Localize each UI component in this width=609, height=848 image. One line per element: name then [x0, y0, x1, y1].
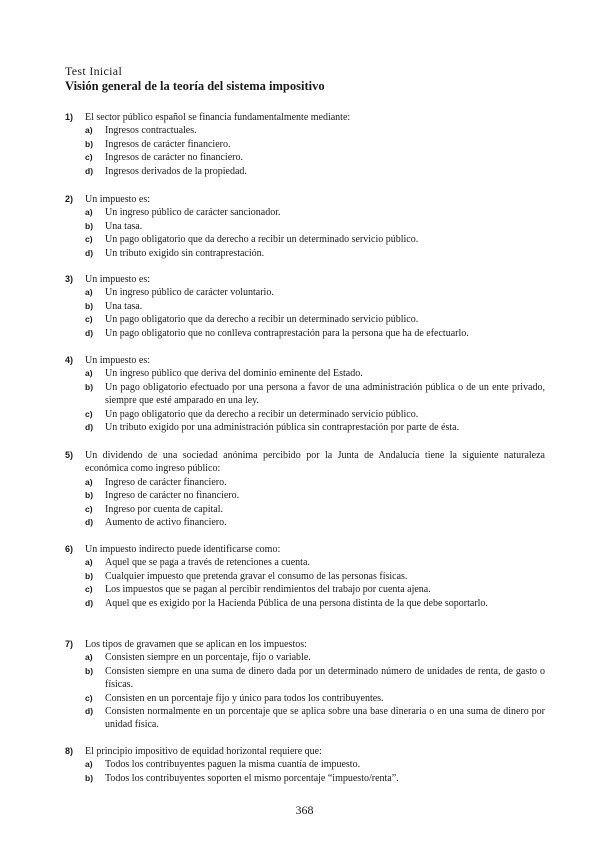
option-letter: a) — [85, 207, 93, 218]
option-letter: c) — [85, 234, 93, 245]
answer-option — [85, 692, 545, 705]
page-title: Visión general de la teoría del sistema impositivo — [65, 79, 325, 93]
option-text: Un pago obligatorio que no conlleva contraprestación para la persona que ha de efectuarlo. — [105, 327, 469, 339]
option-text: Ingresos contractuales. — [105, 125, 197, 137]
answer-option — [85, 583, 545, 596]
option-letter: d) — [85, 706, 94, 717]
option-text: Consisten siempre en una suma de dinero dada por un determinado número de unidades de renta, de gasto o físicas. — [105, 665, 545, 691]
option-letter: a) — [85, 368, 93, 379]
answer-option — [85, 476, 545, 489]
option-letter: c) — [85, 503, 93, 514]
question-number: 4) — [65, 355, 74, 365]
answer-option — [85, 124, 545, 137]
option-letter: d) — [85, 327, 94, 338]
option-text: Aumento de activo financiero. — [105, 517, 227, 529]
option-text: Una tasa. — [105, 220, 143, 232]
answer-option — [85, 300, 545, 313]
option-letter: b) — [85, 490, 94, 501]
option-text: Ingreso de carácter no financiero. — [105, 490, 240, 502]
option-letter: b) — [85, 220, 94, 231]
question-6 — [65, 543, 545, 610]
option-letter: a) — [85, 759, 93, 770]
question-text: El sector público español se financia fundamentalmente mediante: — [85, 112, 351, 123]
answer-option — [85, 516, 545, 529]
option-text: Los impuestos que se pagan al percibir rendimientos del trabajo por cuenta ajena. — [105, 584, 431, 596]
option-letter: c) — [85, 152, 93, 163]
question-text: El principio impositivo de equidad horizontal requiere que: — [85, 746, 322, 757]
question-number: 8) — [65, 746, 74, 756]
option-letter: a) — [85, 287, 93, 298]
option-text: Aquel que se paga a través de retenciones a cuenta. — [105, 557, 310, 569]
option-text: Cualquier impuesto que pretenda gravar el consumo de las personas físicas. — [105, 570, 408, 582]
answer-option — [85, 233, 545, 246]
option-text: Ingresos de carácter financiero. — [105, 138, 231, 150]
option-letter: b) — [85, 381, 94, 392]
answer-option — [85, 381, 545, 408]
answer-option — [85, 165, 545, 178]
option-letter: d) — [85, 422, 94, 433]
answer-option — [85, 556, 545, 569]
question-number: 7) — [65, 639, 74, 649]
option-letter: a) — [85, 125, 93, 136]
option-letter: c) — [85, 584, 93, 595]
answer-option — [85, 597, 545, 610]
answer-option — [85, 151, 545, 164]
answer-option — [85, 408, 545, 421]
option-text: Un pago obligatorio efectuado por una persona a favor de una administración pública o de un ente privado, siempre que esté amparado en una ley. — [105, 381, 545, 407]
option-text: Consisten normalmente en un porcentaje que se aplica sobre una base dineraria o en una suma de dinero por unidad física. — [105, 706, 545, 731]
question-5 — [65, 449, 545, 529]
option-letter: b) — [85, 772, 94, 783]
question-number: 5) — [65, 450, 74, 460]
option-text: Un ingreso público que deriva del dominio eminente del Estado. — [105, 368, 363, 380]
answer-option — [85, 651, 545, 664]
option-letter: c) — [85, 692, 93, 703]
question-number: 6) — [65, 544, 74, 554]
option-text: Ingresos de carácter no financiero. — [105, 152, 243, 164]
option-letter: b) — [85, 300, 94, 311]
option-letter: d) — [85, 247, 94, 258]
answer-option — [85, 206, 545, 219]
option-text: Un tributo exigido por una administración pública sin contraprestación por parte de ésta. — [105, 422, 460, 434]
question-text: Un dividendo de una sociedad anónima percibido por la Junta de Andalucía tiene la siguiente naturaleza económica como ingreso público: — [85, 450, 545, 475]
option-text: Un pago obligatorio que da derecho a recibir un determinado servicio público. — [105, 234, 419, 246]
question-text: Un impuesto es: — [85, 355, 150, 366]
question-text: Un impuesto es: — [85, 274, 150, 285]
question-text: Un impuesto es: — [85, 194, 150, 205]
option-letter: b) — [85, 665, 94, 676]
answer-option — [85, 138, 545, 151]
option-text: Un pago obligatorio que da derecho a recibir un determinado servicio público. — [105, 314, 419, 326]
answer-option — [85, 489, 545, 502]
question-number: 2) — [65, 194, 74, 204]
question-4 — [65, 354, 545, 434]
option-text: Ingreso de carácter financiero. — [105, 476, 227, 488]
option-text: Todos los contribuyentes paguen la misma cuantía de impuesto. — [105, 759, 361, 771]
answer-option — [85, 286, 545, 299]
option-letter: d) — [85, 597, 94, 608]
test-label: Test Inicial — [65, 64, 123, 78]
answer-option — [85, 247, 545, 260]
option-letter: c) — [85, 314, 93, 325]
answer-option — [85, 313, 545, 326]
question-text: Los tipos de gravamen que se aplican en los impuestos: — [85, 639, 307, 650]
answer-option — [85, 367, 545, 380]
option-text: Un tributo exigido sin contraprestación. — [105, 247, 265, 259]
question-number: 1) — [65, 112, 74, 122]
option-text: Un pago obligatorio que da derecho a recibir un determinado servicio público. — [105, 408, 419, 420]
option-letter: a) — [85, 557, 93, 568]
answer-option — [85, 220, 545, 233]
option-letter: d) — [85, 165, 94, 176]
option-letter: b) — [85, 570, 94, 581]
option-text: Un ingreso público de carácter voluntario. — [105, 287, 274, 299]
answer-option — [85, 327, 545, 340]
answer-option — [85, 665, 545, 692]
question-number: 3) — [65, 274, 74, 284]
answer-option — [85, 570, 545, 583]
option-text: Consisten siempre en un porcentaje, fijo o variable. — [105, 652, 311, 664]
option-text: Un ingreso público de carácter sancionador. — [105, 207, 281, 219]
option-letter: a) — [85, 652, 93, 663]
option-text: Aquel que es exigido por la Hacienda Pública de una persona distinta de la que debe soportarlo. — [105, 597, 488, 609]
option-letter: d) — [85, 517, 94, 528]
option-text: Ingresos derivados de la propiedad. — [105, 165, 247, 177]
option-letter: c) — [85, 408, 93, 419]
page-number: 368 — [295, 803, 314, 817]
question-3 — [65, 273, 545, 340]
option-text: Ingreso por cuenta de capital. — [105, 503, 224, 515]
question-8 — [65, 745, 545, 785]
option-text: Una tasa. — [105, 300, 143, 312]
answer-option — [85, 503, 545, 516]
option-text: Todos los contribuyentes soporten el mismo porcentaje “impuesto/renta”. — [105, 772, 399, 784]
answer-option — [85, 772, 545, 785]
question-7 — [65, 638, 545, 732]
question-text: Un impuesto indirecto puede identificarse como: — [85, 544, 281, 555]
option-text: Consisten en un porcentaje fijo y único para todos los contribuyentes. — [105, 692, 384, 704]
answer-option — [85, 758, 545, 771]
option-letter: b) — [85, 138, 94, 149]
answer-option — [85, 705, 545, 732]
answer-option — [85, 421, 545, 434]
question-1 — [65, 111, 545, 178]
question-2 — [65, 193, 545, 260]
option-letter: a) — [85, 476, 93, 487]
